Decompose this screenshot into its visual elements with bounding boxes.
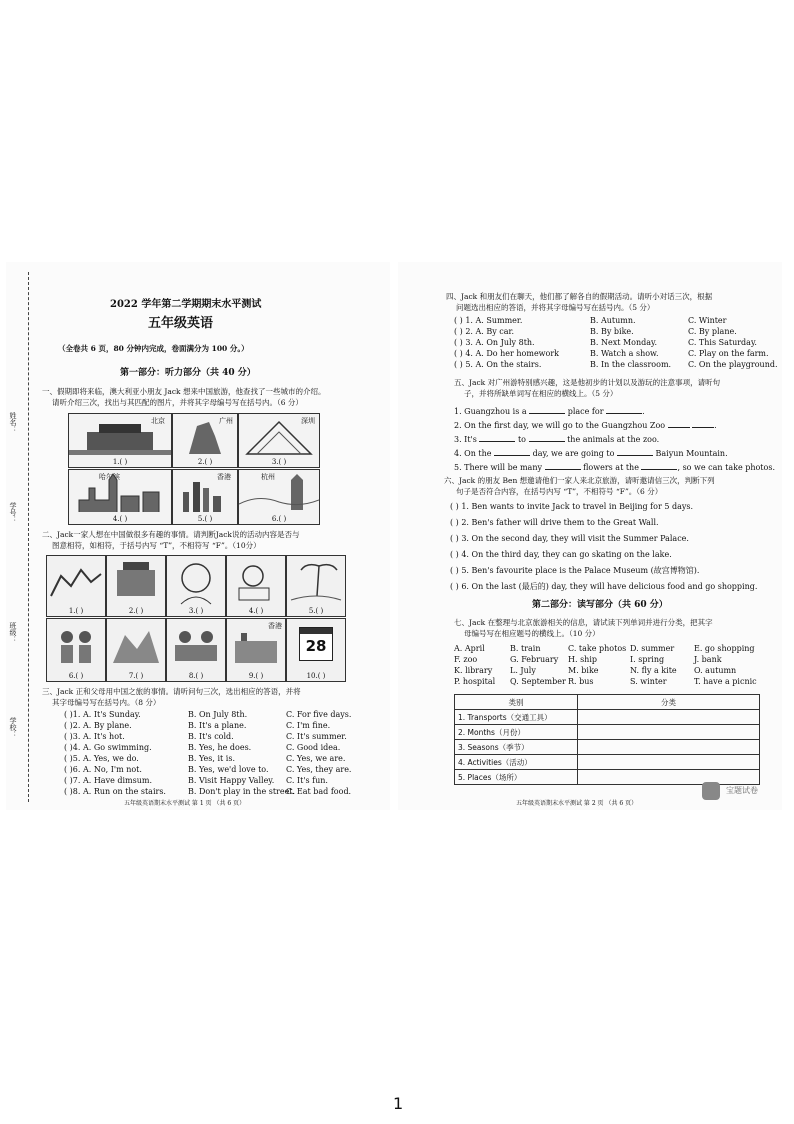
exam-title: 2022 学年第二学期期末水平测试 <box>110 299 262 310</box>
q5-sentence-3: 3. It's to the animals at the zoo. <box>454 435 660 444</box>
answer-cell-2[interactable] <box>578 725 760 740</box>
activity-picture-8: 8.( ) <box>166 618 226 682</box>
city-picture-hangzhou: 杭州 6.( ) <box>238 469 320 525</box>
q5-instruction-2: 子，并将所缺单词写在相应的横线上。（5 分） <box>464 389 618 398</box>
q7-instruction-1: 七、Jack 在整理与北京旅游相关的信息，请试读下列单词并进行分类，把其字 <box>454 618 713 627</box>
part1-heading: 第一部分：听力部分（共 40 分） <box>120 368 256 378</box>
part2-heading: 第二部分：读写部分（共 60 分） <box>532 600 668 610</box>
student-id-label: 学号： <box>9 502 17 523</box>
activity-picture-1: 1.( ) <box>46 555 106 617</box>
activity-picture-5: 5.( ) <box>286 555 346 617</box>
blank-10[interactable] <box>641 461 677 470</box>
page1-footer: 五年级英语期末水平测试 第 1 页 （共 6 页） <box>124 800 246 807</box>
q5-sentence-5: 5. There will be many flowers at the , so we can take photos. <box>454 463 775 472</box>
blank-6[interactable] <box>529 433 565 442</box>
city-picture-guangzhou: 广州 2.( ) <box>172 413 238 468</box>
activity-picture-9: 香港 9.( ) <box>226 618 286 682</box>
class-label: 班级： <box>9 622 17 643</box>
category-places: 5. Places（场所） <box>455 770 578 785</box>
blank-5[interactable] <box>479 433 515 442</box>
q2-instruction-1: 二、Jack一家人想在中国做很多有趣的事情。请判断Jack说的活动内容是否与 <box>42 530 300 539</box>
q3-instruction-1: 三、Jack 正和父母用中国之旅的事情。请听问句三次，选出相应的答语，并将 <box>42 687 301 696</box>
q3-instruction-2: 其字母编号写在括号内。（8 分） <box>52 698 161 707</box>
q5-sentence-4: 4. On the day, we are going to Baiyun Mountain. <box>454 449 728 458</box>
exam-page-2: 四、Jack 和朋友们在聊天，他们都了解各自的假期活动。请听小对话三次，根据 问题选出相应的答语，并将其字母编号写在括号内。（5 分） ( ) 1. A. Summer. B. Autumn. C. Winter ( ) 2. A. By car. B. By bike. C. By plane. ( ) 3. A. On July 8th. B. Next Monday. C. This Saturday. ( ) 4. A. Do her homework B. Watch a show. C. Play on the farm. ( ) 5. A. On the stairs. B. In the classroom. C. On the playground. 五、Jack 对广州游特别感兴趣，这是他初步的计划以及游玩的注意事项，请听句 子，并将所缺单词写在相应的横线上。（5 分） 1. Guangzhou is a place for . 2. On the first day, we will go to the Guangzhou Zoo . 3. It's to the animals at the zoo. 4. On the day, we are going to Baiyun Mountain. 5. There will be many flowers at the , so we can take photos. 六、Jack 的朋友 Ben 想邀请他们一家人来北京旅游，请听邀请信三次，判断下列 句子是否符合内容，在括号内写 “T”，不相符号 “F”。（6 分） ( ) 1. Ben wants to invite Jack to travel in Beijing for 5 days. ( ) 2. Ben's father will drive them to the Great Wall. ( ) 3. On the second day, they will visit the Summer Palace. ( ) 4. On the third day, they can go skating on the lake. ( ) 5. Ben's favourite place is the Palace Museum (故宫博物馆). ( ) 6. On the last (最后的) day, they will have delicious food and go shopping. 第二部分：读写部分（共 60 分） 七、Jack 在整理与北京旅游相关的信息，请试读下列单词并进行分类，把其字 母编号写在相应题号的横线上。（10 分） A. April B. train C. take photos D. summer E. go shopping F. zoo G. February H. ship I. spring J. bank K. library L. July M. bike N. fly a kite O. autumn P. hospital Q. September R. bus S. winter T. have a picnic 类别 分类 1. Transports（交通工具） 2. Months（月份） 3. Seasons（季节） 4. Activities（活动） 5. Places（场所） 五年级英语期末水平测试 第 2 页 （共 6 页） 宝题试卷 <box>398 262 782 810</box>
exam-page-1: 姓名： 学号： 班级： 学校： 2022 学年第二学期期末水平测试 五年级英语 （全卷共 6 页，80 分钟内完成，卷面满分为 100 分。） 第一部分：听力部分（共 40 分） 一、假期即将来临，澳大利亚小朋友 Jack 想来中国旅游，他查找了一些城市的介绍。 请听介绍三次，找出与其匹配的图片，并将其字母编号写在括号内。（6 分） 北京 1.( ) 广州 2.( ) 深圳 3.( ) 哈尔滨 4.( ) 香港 5.( ) 杭州 6.( ) 二、Jack一家人想在中国做很多有趣的事情。请判断Jack说的活动内容是否与 图意相符，如相符，于括号内写 “T”，不相符写 “F”。（10分） 1.( ) 2.( ) 3.( ) 4.( ) 5.( ) 6.( ) 7.( ) 8.( ) 香港 9.( ) 28 10.( ) 三、Jack 正和父母用中国之旅的事情。请听问句三次，选出相应的答语，并将 其字母编号写在括号内。（8 分） ( )1. A. It's Sunday. B. On July 8th. C. For five days. ( )2. A. By plane. B. It's a plane. C. I'm fine. ( )3. A. It's hot. B. It's cold. C. It's summer. ( )4. A. Go swimming. B. Yes, he does. C. Good idea. ( )5. A. Yes, we do. B. Yes, it is. C. Yes, we are. ( )6. A. No, I'm not. B. Yes, we'd love to. C. Yes, they are. ( )7. A. Have dimsum. B. Visit Happy Valley. C. It's fun. ( )8. A. Run on the stairs. B. Don't play in the street. C. Eat bad food. 五年级英语期末水平测试 第 1 页 （共 6 页） <box>6 262 390 810</box>
blank-3[interactable] <box>668 419 690 428</box>
activity-picture-3: 3.( ) <box>166 555 226 617</box>
category-months: 2. Months（月份） <box>455 725 578 740</box>
blank-8[interactable] <box>617 447 653 456</box>
answer-cell-1[interactable] <box>578 710 760 725</box>
q3-row-4-a: ( )4. A. Go swimming. <box>64 743 152 752</box>
q1-instruction-2: 请听介绍三次，找出与其匹配的图片，并将其字母编号写在括号内。（6 分） <box>52 398 303 407</box>
q3-row-5-a: ( )5. A. Yes, we do. <box>64 754 139 763</box>
blank-9[interactable] <box>545 461 581 470</box>
q4-instruction-1: 四、Jack 和朋友们在聊天，他们都了解各自的假期活动。请听小对话三次，根据 <box>446 292 713 301</box>
subject-title: 五年级英语 <box>148 316 214 331</box>
blank-7[interactable] <box>494 447 530 456</box>
q3-row-6-a: ( )6. A. No, I'm not. <box>64 765 142 774</box>
category-activities: 4. Activities（活动） <box>455 755 578 770</box>
q4-instruction-2: 问题选出相应的答语，并将其字母编号写在括号内。（5 分） <box>456 303 655 312</box>
category-transports: 1. Transports（交通工具） <box>455 710 578 725</box>
city-picture-beijing: 北京 1.( ) <box>68 413 172 468</box>
q2-instruction-2: 图意相符，如相符，于括号内写 “T”，不相符写 “F”。（10分） <box>52 541 261 550</box>
category-seasons: 3. Seasons（季节） <box>455 740 578 755</box>
q3-row-3-a: ( )3. A. It's hot. <box>64 732 125 741</box>
q6-instruction-2: 句子是否符合内容，在括号内写 “T”，不相符号 “F”。（6 分） <box>456 487 663 496</box>
q5-sentence-2: 2. On the first day, we will go to the Guangzhou Zoo . <box>454 421 717 430</box>
blank-4[interactable] <box>692 419 714 428</box>
q6-instruction-1: 六、Jack 的朋友 Ben 想邀请他们一家人来北京旅游，请听邀请信三次，判断下列 <box>444 476 715 485</box>
blank-2[interactable] <box>606 405 642 414</box>
name-label: 姓名： <box>9 412 17 433</box>
activity-picture-10-calendar: 28 10.( ) <box>286 618 346 682</box>
activity-picture-6: 6.( ) <box>46 618 106 682</box>
school-label: 学校： <box>9 717 17 738</box>
q5-sentence-1: 1. Guangzhou is a place for . <box>454 407 645 416</box>
q3-row-2-a: ( )2. A. By plane. <box>64 721 132 730</box>
q1-instruction-1: 一、假期即将来临，澳大利亚小朋友 Jack 想来中国旅游，他查找了一些城市的介绍。 <box>42 387 326 396</box>
classification-table: 类别 分类 1. Transports（交通工具） 2. Months（月份） 3. Seasons（季节） 4. Activities（活动） 5. Places（场所） <box>454 694 760 785</box>
watermark-logo: 宝题试卷 <box>700 780 778 802</box>
blank-1[interactable] <box>529 405 565 414</box>
exam-instructions: （全卷共 6 页，80 分钟内完成，卷面满分为 100 分。） <box>58 344 249 353</box>
city-picture-harbin: 哈尔滨 4.( ) <box>68 469 172 525</box>
page-number: 1 <box>393 1094 404 1113</box>
watermark-icon <box>702 782 720 800</box>
activity-picture-2: 2.( ) <box>106 555 166 617</box>
city-picture-shenzhen: 深圳 3.( ) <box>238 413 320 468</box>
q3-row-7-a: ( )7. A. Have dimsum. <box>64 776 153 785</box>
q5-instruction-1: 五、Jack 对广州游特别感兴趣，这是他初步的计划以及游玩的注意事项，请听句 <box>454 378 721 387</box>
answer-cell-4[interactable] <box>578 755 760 770</box>
q3-row-1-a: ( )1. A. It's Sunday. <box>64 710 141 719</box>
q3-row-8-a: ( )8. A. Run on the stairs. <box>64 787 166 796</box>
q7-instruction-2: 母编号写在相应题号的横线上。（10 分） <box>464 629 600 638</box>
activity-picture-4: 4.( ) <box>226 555 286 617</box>
answer-cell-3[interactable] <box>578 740 760 755</box>
calendar-icon: 28 <box>299 627 333 661</box>
page2-footer: 五年级英语期末水平测试 第 2 页 （共 6 页） <box>516 800 638 807</box>
city-picture-hongkong: 香港 5.( ) <box>172 469 238 525</box>
activity-picture-7: 7.( ) <box>106 618 166 682</box>
binding-line <box>28 272 29 802</box>
